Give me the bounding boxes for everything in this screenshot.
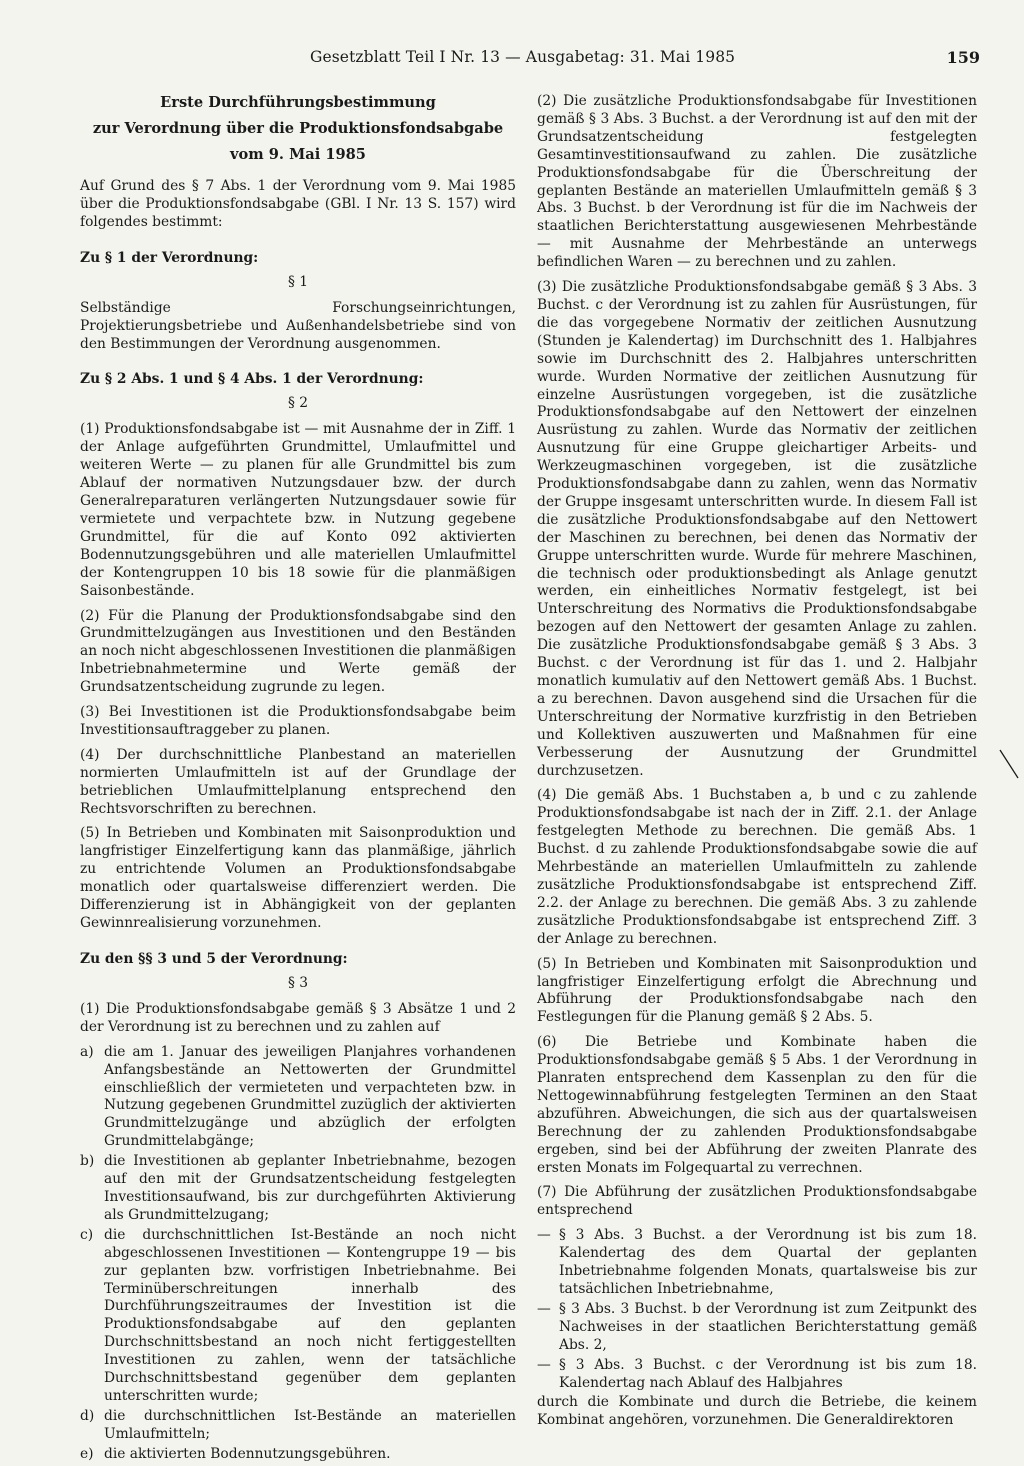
section-heading-3: Zu den §§ 3 und 5 der Verordnung: <box>80 950 348 967</box>
closing-paragraph: durch die Kombinate und durch die Betriebe, die keinem Kombinat angehören, vorzunehmen. Die Generaldirektoren <box>537 1394 977 1429</box>
document-date: vom 9. Mai 1985 <box>230 146 366 163</box>
margin-mark-icon <box>998 748 1020 782</box>
paragraph-3-subsection-1: (1) Die Produktionsfondsabgabe gemäß § 3 Absätze 1 und 2 der Verordnung ist zu berechnen und zu zahlen auf <box>80 1000 516 1035</box>
list-item <box>80 1044 516 1151</box>
dash-list-item <box>537 1357 977 1393</box>
paragraph-3-subsection-6: (6) Die Betriebe und Kombinate haben die Produktionsfondsabgabe gemäß § 5 Abs. 1 der Verordnung in Planraten entsprechend dem Kassenplan zu den für die Nettogewinnabführung festgelegten Terminen an den Staat abzuführen. Abweichungen, die sich aus der quartalsweisen Berechnung der zu zahlenden Produktionsfondsabgabe ergeben, sind bei der Abführung der zweiten Planrate des ersten Monats im Folgequartal zu verrechnen. <box>537 1034 977 1176</box>
list-item <box>80 1408 516 1444</box>
document-title-line1: Erste Durchführungsbestimmung <box>160 94 436 111</box>
list-item-text: die durchschnittlichen Ist-Bestände an noch nicht abgeschlossenen Investitionen — Kontengruppe 19 — bis zur geplanten bzw. vorfristigen Inbetriebnahme. Bei Terminüberschreitungen innerhalb des Durchführungszeitraumes der Investition ist die Produktionsfondsabgabe auf den geplanten Durchschnittsbestand an noch nicht fertiggestellten Investitionen zu zahlen, wenn der tatsächliche Durchschnittsbestand gegenüber dem geplanten unterschritten wurde; <box>104 1226 516 1404</box>
dash-list-text: § 3 Abs. 3 Buchst. b der Verordnung ist zum Zeitpunkt des Nachweises in der staatlichen Berichterstattung gemäß Abs. 2, <box>559 1300 977 1353</box>
paragraph-2-subsection-1: (1) Produktionsfondsabgabe ist — mit Ausnahme der in Ziff. 1 der Anlage aufgeführten Grundmittel, Umlaufmittel und weiteren Werte — zu planen für alle Grundmittel bis zum Ablauf der normativen Nutzungsdauer bzw. der durch Generalreparaturen verlängerten Nutzungsdauer sowie für vermietete und verpachtete bzw. in Nutzung gegebene Grundmittel, für die auf Konto 092 aktivierten Bodennutzungsgebühren und alle materiellen Umlaufmittel der Kontengruppen 10 bis 18 sowie für die planmäßigen Saisonbestände. <box>80 421 516 599</box>
dash-list-text: § 3 Abs. 3 Buchst. a der Verordnung ist bis zum 18. Kalendertag des dem Quartal der geplanten Inbetriebnahme folgenden Monats, quartalsweise bis zur tatsächlichen Inbetriebnahme, <box>559 1227 977 1297</box>
list-item-text: die aktivierten Bodennutzungsgebühren. <box>104 1445 391 1462</box>
paragraph-number-3: § 3 <box>287 974 309 991</box>
dash-marker: — <box>537 1227 551 1244</box>
list-item-text: die am 1. Januar des jeweiligen Planjahres vorhandenen Anfangsbestände an Nettowerten der Grundmittel einschließlich der vermieteten und verpachteten bzw. in Nutzung gegebenen Grundmittel zuzüglich der aktivierten Grundmittelzugänge und abzüglich der erfolgten Grundmittelabgänge; <box>104 1043 516 1150</box>
paragraph-3-subsection-7: (7) Die Abführung der zusätzlichen Produktionsfondsabgabe entsprechend <box>537 1184 977 1219</box>
header-title: Gesetzblatt Teil I Nr. 13 — Ausgabetag: 31. Mai 1985 <box>310 48 736 66</box>
list-item <box>80 1153 516 1225</box>
dash-list-item <box>537 1301 977 1355</box>
page-header <box>80 48 980 72</box>
section-heading-2: Zu § 2 Abs. 1 und § 4 Abs. 1 der Verordnung: <box>80 371 424 388</box>
page-number: 159 <box>946 48 980 67</box>
list-item-text: die durchschnittlichen Ist-Bestände an materiellen Umlaufmitteln; <box>104 1407 516 1442</box>
intro-paragraph: Auf Grund des § 7 Abs. 1 der Verordnung vom 9. Mai 1985 über die Produktionsfondsabgabe (GBl. I Nr. 13 S. 157) wird folgendes bestimmt: <box>80 178 516 230</box>
dash-marker: — <box>537 1356 551 1373</box>
paragraph-number-1: § 1 <box>287 273 309 290</box>
paragraph-2-subsection-3: (3) Bei Investitionen ist die Produktionsfondsabgabe beim Investitionsauftraggeber zu planen. <box>80 704 516 738</box>
list-item-label: d) <box>80 1407 95 1424</box>
list-item-label: e) <box>80 1445 94 1462</box>
list-item-text: die Investitionen ab geplanter Inbetriebnahme, bezogen auf den mit der Grundsatzentscheidung festgelegten Investitionsaufwand, bis zur durchgeführten Aktivierung als Grundmittelzugang; <box>104 1153 516 1223</box>
left-column <box>80 93 516 1466</box>
dash-marker: — <box>537 1300 551 1317</box>
paragraph-1-text: Selbständige Forschungseinrichtungen, Projektierungsbetriebe und Außenhandelsbetriebe sind von den Bestimmungen der Verordnung ausgenommen. <box>80 299 516 352</box>
dash-list-text: § 3 Abs. 3 Buchst. c der Verordnung ist bis zum 18. Kalendertag nach Ablauf des Halbjahres <box>559 1356 977 1391</box>
list-item-label: a) <box>80 1043 94 1060</box>
list-item <box>80 1446 516 1464</box>
paragraph-3-subsection-3: (3) Die zusätzliche Produktionsfondsabgabe gemäß § 3 Abs. 3 Buchst. c der Verordnung ist zu zahlen für Ausrüstungen, für die das vorgegebene Normativ der zeitlichen Ausnutzung (Stunden je Kalendertag) im Durchschnitt des 1. Halbjahres sowie im Durchschnitt des 2. Halbjahres unterschritten wurde. Wurden Normative der zeitlichen Ausnutzung für einzelne Ausrüstungen vorgegeben, ist die zusätzliche Produktionsfondsabgabe auf den Nettowert der einzelnen Ausrüstung zu zahlen. Wurde das Normativ der zeitlichen Ausnutzung für eine Gruppe gleichartiger Arbeits- und Werkzeugmaschinen vorgegeben, ist die zusätzliche Produktionsfondsabgabe dann zu zahlen, wenn das Normativ der Gruppe insgesamt unterschritten wurde. In diesem Fall ist die zusätzliche Produktionsfondsabgabe auf den Nettowert der Maschinen zu berechnen, bei denen das Normativ der Gruppe unterschritten wurde. Wurde für mehrere Maschinen, die technisch oder produktionsbedingt als Anlage genutzt werden, ein einheitliches Normativ festgelegt, ist bei Unterschreitung des Normativs die Produktionsfondsabgabe bezogen auf den Nettowert der gesamten Anlage zu zahlen. Die zusätzliche Produktionsfondsabgabe gemäß § 3 Abs. 3 Buchst. c der Verordnung ist für das 1. und 2. Halbjahr monatlich kumulativ auf den Nettowert gemäß Abs. 1 Buchst. a zu berechnen. Davon ausgehend sind die Ursachen für die Unterschreitung der Normative kurzfristig in den Betrieben und Kollektiven auszuwerten und Maßnahmen für eine Verbesserung der Ausnutzung der Grundmittel durchzusetzen. <box>537 279 977 779</box>
paragraph-2-subsection-5: (5) In Betrieben und Kombinaten mit Saisonproduktion und langfristiger Einzelfertigung kann das planmäßige, jährlich zu entrichtende Volumen an Produktionsfondsabgabe monatlich oder quartalsweise differenziert werden. Die Differenzierung ist in Abhängigkeit von der geplanten Gewinnrealisierung vorzunehmen. <box>80 825 516 931</box>
list-item <box>80 1227 516 1406</box>
paragraph-2-subsection-4: (4) Der durchschnittliche Planbestand an materiellen normierten Umlaufmitteln ist auf der Grundlage der betrieblichen Umlaufmittelplanung entsprechend den Rechtsvorschriften zu berechnen. <box>80 746 516 817</box>
section-heading-1: Zu § 1 der Verordnung: <box>80 249 259 266</box>
document-title-line2: zur Verordnung über die Produktionsfondsabgabe <box>92 120 504 137</box>
paragraph-3-subsection-2: (2) Die zusätzliche Produktionsfondsabgabe für Investitionen gemäß § 3 Abs. 3 Buchst. a der Verordnung ist auf den mit der Grundsatzentscheidung festgelegten Gesamtinvestitionsaufwand zu zahlen. Die zusätzliche Produktionsfondsabgabe für die Überschreitung der geplanten Bestände an materiellen Umlaufmitteln gemäß § 3 Abs. 3 Buchst. b der Verordnung ist für die im Nachweis der staatlichen Berichterstattung ausgewiesenen Mehrbestände — mit Ausnahme der Mehrbestände an unterwegs befindlichen Waren — zu berechnen und zu zahlen. <box>537 93 977 271</box>
dash-list-item <box>537 1227 977 1299</box>
paragraph-2-subsection-2: (2) Für die Planung der Produktionsfondsabgabe sind den Grundmittelzugängen aus Investitionen und den Beständen an noch nicht abgeschlossenen Investitionen die planmäßigen Inbetriebnahmetermine und Werte gemäß der Grundsatzentscheidung zugrunde zu legen. <box>80 607 516 696</box>
list-item-label: b) <box>80 1153 95 1170</box>
paragraph-3-subsection-4: (4) Die gemäß Abs. 1 Buchstaben a, b und c zu zahlende Produktionsfondsabgabe ist nach der in Ziff. 2.1. der Anlage festgelegten Methode zu berechnen. Die gemäß Abs. 1 Buchst. d zu zahlende Produktionsfondsabgabe sowie die auf Mehrbestände an materiellen Umlaufmitteln zu zahlende zusätzliche Produktionsfondsabgabe ist entsprechend Ziff. 2.2. der Anlage zu berechnen. Die gemäß Abs. 3 zu zahlende zusätzliche Produktionsfondsabgabe ist entsprechend Ziff. 3 der Anlage zu berechnen. <box>537 787 977 947</box>
list-item-label: c) <box>80 1226 94 1243</box>
paragraph-3-subsection-5: (5) In Betrieben und Kombinaten mit Saisonproduktion und langfristiger Einzelfertigung erfolgt die Abrechnung und Abführung der Produktionsfondsabgabe nach den Festlegungen für die Planung gemäß § 2 Abs. 5. <box>537 955 977 1026</box>
right-column <box>537 93 977 1437</box>
paragraph-number-2: § 2 <box>287 395 309 412</box>
